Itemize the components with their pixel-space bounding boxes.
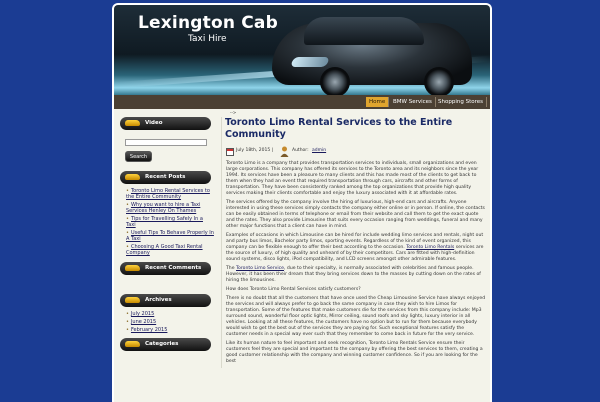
page-frame <box>112 3 492 402</box>
car-headlight <box>290 57 330 67</box>
widget-title: Categories <box>145 341 179 347</box>
author-link[interactable]: admin <box>312 148 327 153</box>
post-paragraph: Examples of occasions in which Limousine can be hired for include wedding limo services and rentals, night out and party bus limos, Bachelor party limos, sporting events. Regardless of the kind of event organized, this company can be flexible enough to offer their best according to the occasion. Toronto Limo Rentals services are the source of luxury, of high quality and unheard of by their competitors. Cars are fitted with high-definition sound systems, disco lights, iPod compatibility, and LCD screens amongst other admirable features. <box>226 233 484 262</box>
search-input[interactable] <box>125 139 207 146</box>
nav-item-home[interactable]: Home <box>366 97 389 107</box>
header-banner <box>114 5 490 95</box>
main-nav <box>114 95 490 109</box>
nav-item-bmw-services[interactable]: BMW Services <box>390 97 436 107</box>
widget-title: Recent Comments <box>145 265 202 271</box>
toronto-limo-service-link[interactable]: Toronto Limo Service <box>236 266 284 271</box>
post-paragraph: The services offered by the company involve the hiring of luxurious, high-end cars and aircrafts. Anyone interested in using these services simply contacts the company either online or in person. If online, the contacts can be easily obtained in terms of telephone or email from their website and call them to get the exact quote and the rates. They also provide Limousine that suits every occasion ranging from weddings, funeral and many other major functions that a client can have in mind. <box>226 200 485 229</box>
widget-header-recent-posts <box>120 171 211 184</box>
taxi-icon <box>125 297 140 303</box>
list-item: • Why you want to hire a Taxi Services Henley On Thames <box>126 202 201 214</box>
author-icon <box>280 146 289 157</box>
list-item: • Toronto Limo Rental Services to the Entire Community <box>126 188 210 200</box>
recent-post-link[interactable]: Why you want to hire a Taxi Services Henley On Thames <box>126 202 201 214</box>
car-rear-wheel <box>424 67 454 95</box>
widget-header-video <box>120 117 211 130</box>
widget-header-archives <box>120 294 211 307</box>
post-meta <box>226 146 486 160</box>
post-date: July 18th, 2015 | <box>236 148 274 153</box>
car-window <box>304 17 424 45</box>
toronto-limo-rentals-link[interactable]: Toronto Limo Rentals <box>406 245 455 250</box>
site-title[interactable]: Lexington Cab <box>138 13 278 33</box>
taxi-icon <box>125 341 140 347</box>
post-paragraph: The Toronto Limo Service, due to their specialty, is normally associated with celebrities and famous people. However, it has been their dream that they bring services down to the masses by cutting down on the rates of hiring the limousines. <box>226 266 481 283</box>
recent-post-link[interactable]: Toronto Limo Rental Services to the Entire Community <box>126 188 210 200</box>
post-paragraph: Like its human nature to feel important and seek recognition, Toronto Limo Rentals Service ensure their customers feel they are special and important to the company by offering the best services to them, creating a good customer relationship with the company and winning customer confidence. So if you are looking for the best <box>226 341 483 364</box>
list-item: • Useful Tips To Behave Properly In A Taxi <box>126 230 214 242</box>
recent-post-link[interactable]: Useful Tips To Behave Properly In A Taxi <box>126 230 214 242</box>
post-body <box>224 161 486 365</box>
widget-title: Video <box>145 120 163 126</box>
post-paragraph: There is no doubt that all the customers that have once used the Cheap Limousine Service have always enjoyed the services and will always prefer to go back the same company in case they wish to hire Limos for transportation. Some of the features that make customers die for the services from this company include: Mp3 surround sound, wonderful floor optic lights, Mirror ceiling, sound roofs and sky lights, luxury interior in all vehicles. Looking at all these features, the customers have no option but to run for them because everybody would wish to get the best out of the services they are paying for. Such exceptional features satisfy the customer needs in a special way ever such that they remember to come back in future for the very service. <box>226 296 486 337</box>
widget-title: Recent Posts <box>145 174 186 180</box>
post-subheading: How does Toronto Limo Rental Services satisfy customers? <box>226 287 361 292</box>
taxi-icon <box>125 120 140 126</box>
site-tagline: Taxi Hire <box>188 34 227 44</box>
archive-link[interactable]: July 2015 <box>130 311 155 317</box>
widget-header-categories <box>120 338 211 351</box>
list-item: • February 2015 <box>126 327 168 333</box>
widget-title: Archives <box>145 297 172 303</box>
author-label: Author: <box>292 148 309 153</box>
recent-posts-list <box>120 184 214 256</box>
calendar-icon <box>226 148 234 156</box>
sidebar <box>120 117 214 351</box>
recent-post-link[interactable]: Tips for Travelling Safely In a Taxi <box>126 216 203 228</box>
stray-text: --> <box>230 110 237 115</box>
taxi-icon <box>125 174 140 180</box>
list-item: • Choosing A Good Taxi Rental Company <box>126 244 203 256</box>
archive-link[interactable]: June 2015 <box>130 319 157 325</box>
search-button[interactable]: Search <box>125 151 152 162</box>
archive-link[interactable]: February 2015 <box>130 327 168 333</box>
taxi-icon <box>125 265 140 271</box>
archives-list <box>120 307 214 333</box>
list-item: • Tips for Travelling Safely In a Taxi <box>126 216 203 228</box>
recent-post-link[interactable]: Choosing A Good Taxi Rental Company <box>126 244 203 256</box>
list-item: • July 2015 <box>126 311 155 317</box>
post <box>221 117 486 368</box>
car-front-wheel <box>320 67 350 95</box>
list-item: • June 2015 <box>126 319 157 325</box>
nav-item-shopping-stores[interactable]: Shopping Stores <box>435 97 487 107</box>
post-paragraph: Toronto Limo is a company that provides transportation services to individuals, small organizations and even large corporations. This company has offered its services to the Toronto area and its neighbors since the year 1994. Its services have been a pleasure to many clients and this has made most of the clients to get back to them when they had an event that required transportation through cars, aircrafts and other forms of transportation. They have been consistently ranked among the top organizations that provide high quality services making their clients comfortable and enjoy the luxury associated with it at affordable rates. <box>226 161 479 196</box>
post-title[interactable]: Toronto Limo Rental Services to the Entire Community <box>225 117 453 140</box>
widget-header-recent-comments <box>120 262 211 275</box>
